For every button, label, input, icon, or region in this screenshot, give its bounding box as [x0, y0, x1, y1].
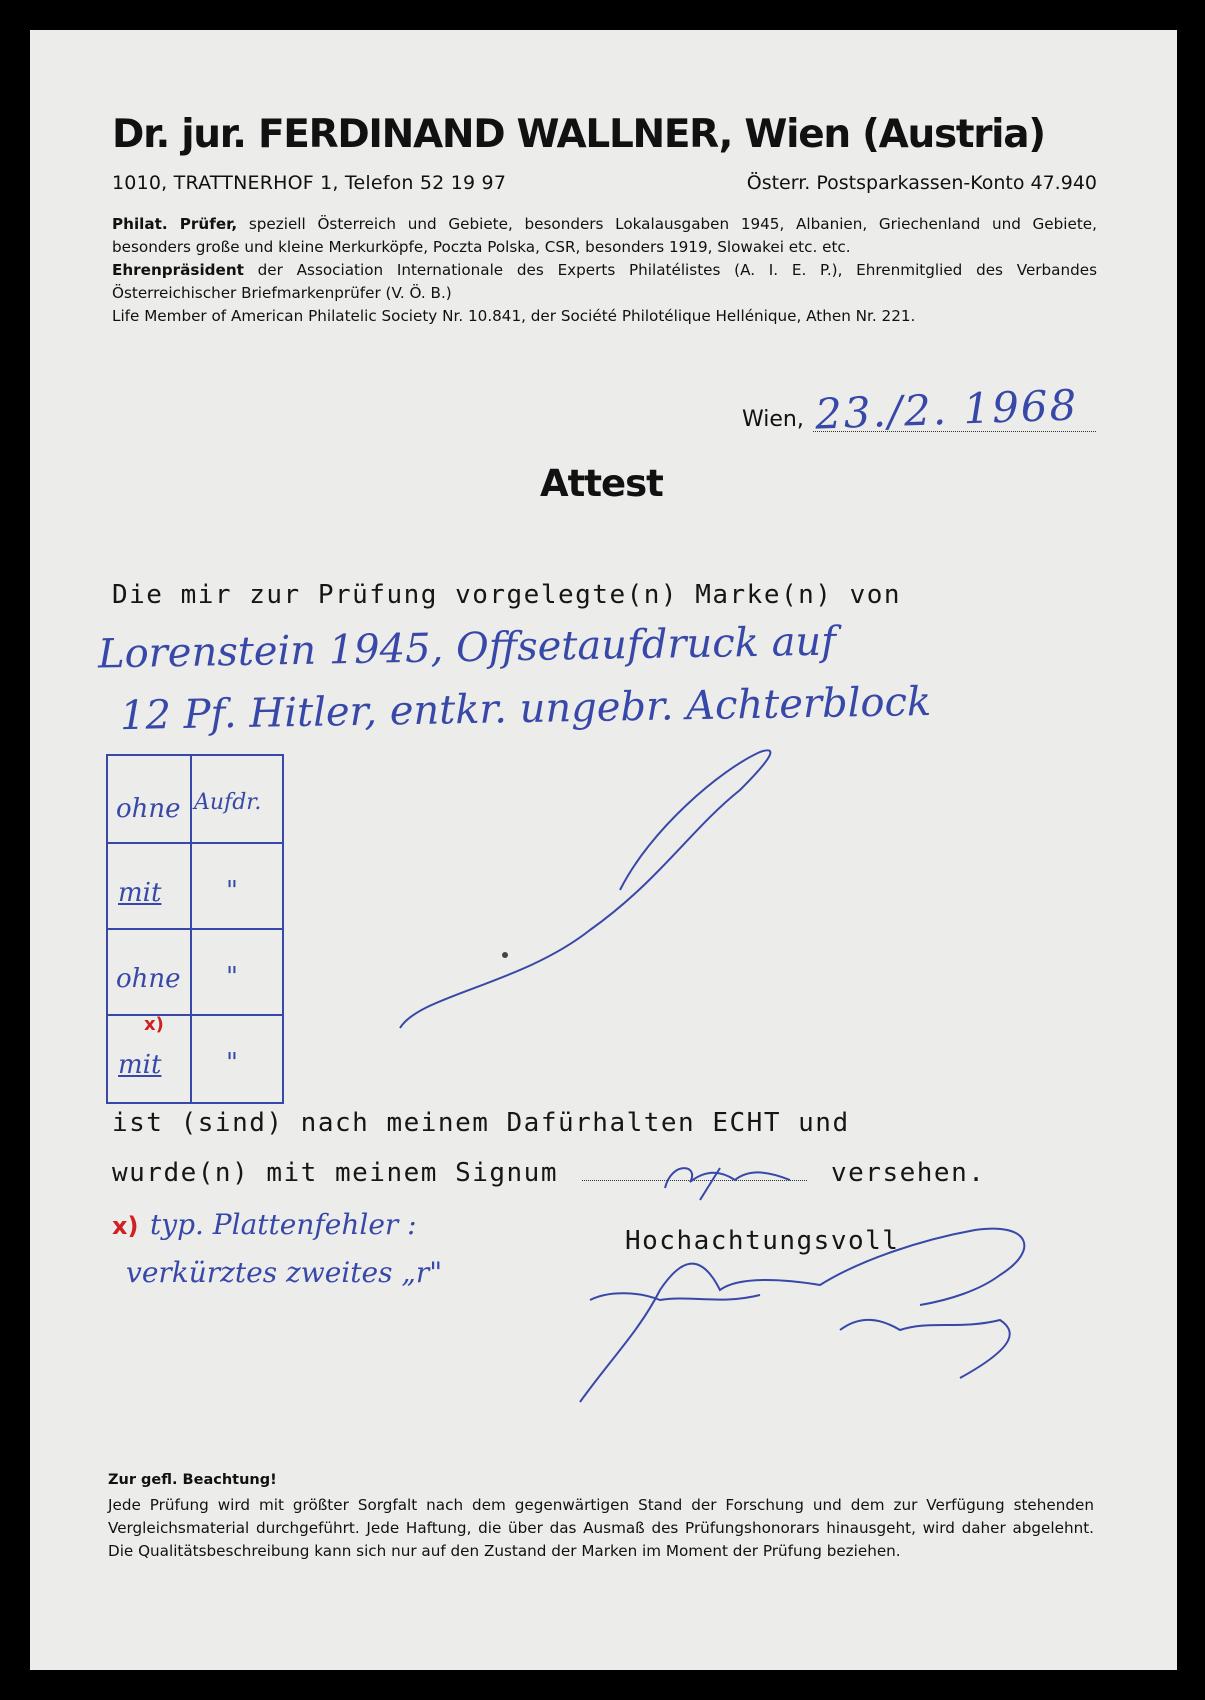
signum-scribble	[665, 1168, 790, 1200]
footer-heading: Zur gefl. Beachtung!	[108, 1472, 277, 1488]
grid-cell: mit	[118, 1050, 162, 1080]
grid-cell: Aufdr.	[194, 790, 262, 815]
signature-stroke	[590, 1293, 1010, 1378]
letterhead-account: Österr. Postsparkassen-Konto 47.940	[746, 172, 1097, 194]
role1-text: speziell Österreich und Gebiete, besonders Lokalausgaben 1945, Albanien, Griechenland und Gebiete, besonders große und kleine Merkurköpfe, Poczta Polska, CSR, besonders 1919, Slowakei etc. etc.	[112, 215, 1097, 256]
footer-text: Jede Prüfung wird mit größter Sorgfalt nach dem gegenwärtigen Stand der Forschung und dem zur Verfügung stehenden Vergleichsmaterial durchgeführt. Jede Haftung, die über das Ausmaß des Prüfungshonorars hinausgeht, wird daher abgelehnt. Die Qualitätsbeschreibung kann sich nur auf den Zustand der Marken im Moment der Prüfung beziehen.	[108, 1496, 1094, 1560]
role2-label: Ehrenpräsident	[112, 261, 244, 279]
document-heading: Attest	[540, 462, 663, 505]
red-correction-mark: x)	[144, 1014, 164, 1035]
place-label: Wien,	[742, 407, 804, 432]
handwritten-description-2: 12 Pf. Hitler, entkr. ungebr. Achterblock	[119, 678, 932, 740]
red-note-mark: x)	[112, 1212, 139, 1240]
role2-text: der Association Internationale des Experts Philatélistes (A. I. E. P.), Ehrenmitglied des Verbandes Österreichischer Briefmarkenprüfer (V. Ö. B.)	[112, 261, 1097, 302]
typed-line-2: ist (sind) nach meinem Dafürhalten ECHT und	[112, 1108, 850, 1138]
role1-label: Philat. Prüfer,	[112, 215, 238, 233]
letterhead-title: Dr. jur. FERDINAND WALLNER, Wien (Austria)	[112, 112, 1045, 157]
handwritten-note-2: verkürztes zweites „r"	[126, 1256, 443, 1289]
handwritten-note-1: typ. Plattenfehler :	[150, 1208, 417, 1241]
grid-cell: ohne	[116, 964, 181, 994]
grid-cell: "	[226, 876, 238, 906]
letterhead-address: 1010, TRATTNERHOF 1, Telefon 52 19 97	[112, 172, 507, 194]
grid-cell: "	[226, 962, 238, 992]
typed-line-3-end: versehen.	[831, 1158, 986, 1188]
closing-phrase: Hochachtungsvoll	[625, 1226, 900, 1256]
grid-cell: ohne	[116, 794, 181, 824]
handwritten-date: 23./2. 1968	[814, 380, 1080, 439]
handwritten-description-1: Lorenstein 1945, Offsetaufdruck auf	[97, 618, 837, 678]
role3-text: Life Member of American Philatelic Society Nr. 10.841, der Société Philotélique Hellénique, Athen Nr. 221.	[112, 307, 916, 325]
diagonal-line-stroke	[400, 750, 770, 1028]
grid-cell: "	[226, 1048, 238, 1078]
signature-stroke	[580, 1229, 1024, 1402]
typed-line-3-start: wurde(n) mit meinem Signum	[112, 1158, 558, 1188]
grid-cell: mit	[118, 878, 162, 908]
typed-line-1: Die mir zur Prüfung vorgelegte(n) Marke(n) von	[112, 580, 902, 610]
ink-dot	[502, 952, 508, 958]
